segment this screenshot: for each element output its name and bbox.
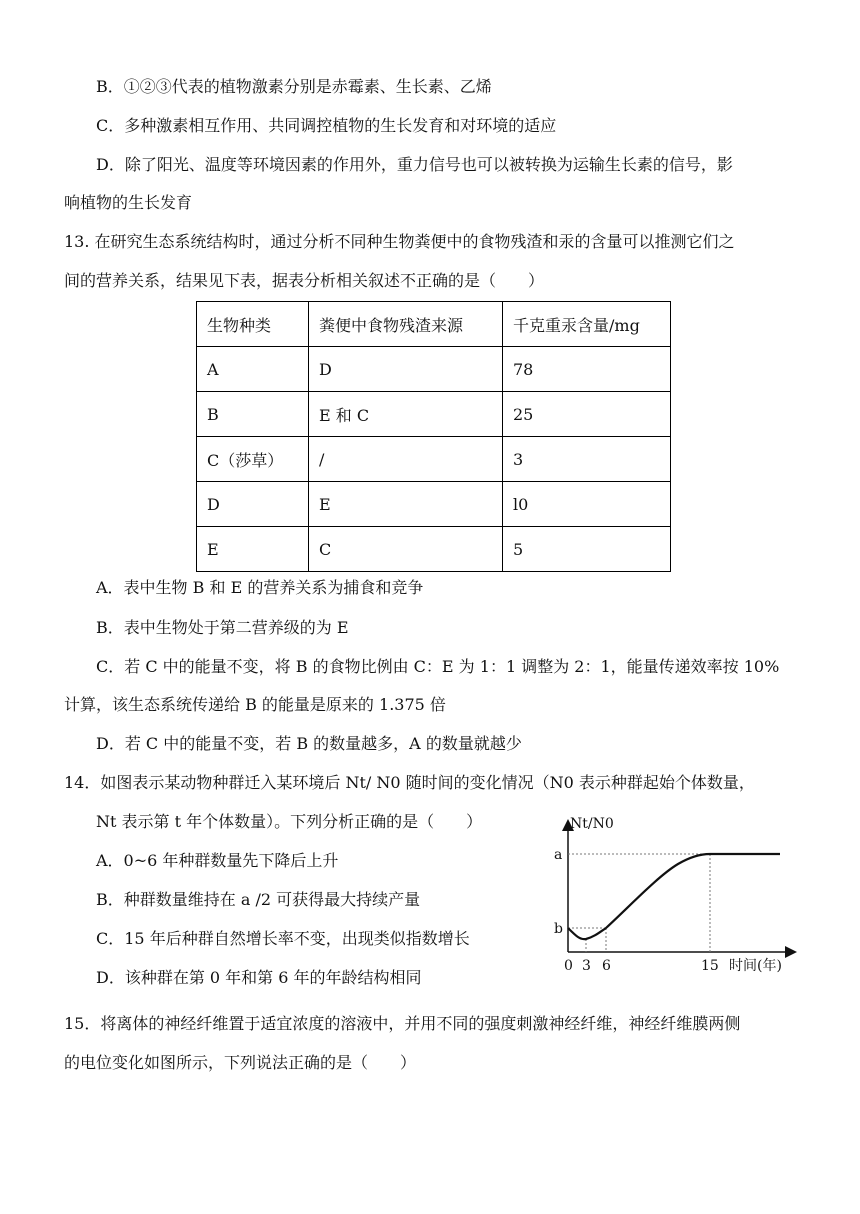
table-cell: D xyxy=(309,347,503,392)
table-cell: 25 xyxy=(503,392,671,437)
table-cell: 78 xyxy=(503,347,671,392)
table-cell: 5 xyxy=(503,527,671,572)
table-cell: B xyxy=(197,392,309,437)
x-tick-15: 15 xyxy=(701,958,719,974)
table-row xyxy=(197,437,671,482)
question-13-line1: 13. 在研究生态系统结构时，通过分析不同种生物粪便中的食物残渣和汞的含量可以推测它们之 xyxy=(64,232,735,251)
table-cell: / xyxy=(309,437,503,482)
option-c-q13-line2: 计算，该生态系统传递给 B 的能量是原来的 1.375 倍 xyxy=(64,695,446,714)
table-header-cell: 粪便中食物残渣来源 xyxy=(309,302,503,347)
table-cell: C（莎草） xyxy=(197,437,309,482)
option-d-q14: D．该种群在第 0 年和第 6 年的年龄结构相同 xyxy=(96,968,422,987)
table-cell: l0 xyxy=(503,482,671,527)
option-a-q13: A．表中生物 B 和 E 的营养关系为捕食和竞争 xyxy=(96,578,424,597)
population-graph xyxy=(548,812,800,982)
question-15-line1: 15．将离体的神经纤维置于适宜浓度的溶液中，并用不同的强度刺激神经纤维，神经纤维膜两侧 xyxy=(64,1014,741,1033)
option-c-q12: C．多种激素相互作用、共同调控植物的生长发育和对环境的适应 xyxy=(96,116,557,135)
table-header-cell: 生物种类 xyxy=(197,302,309,347)
population-curve xyxy=(568,854,780,939)
y-tick-b: b xyxy=(554,921,563,937)
option-b-q12: B．①②③代表的植物激素分别是赤霉素、生长素、乙烯 xyxy=(96,77,492,96)
table-row xyxy=(197,482,671,527)
x-axis-label: 时间(年) xyxy=(729,958,782,974)
x-tick-3: 3 xyxy=(582,958,591,974)
table-cell: E 和 C xyxy=(309,392,503,437)
table-cell: D xyxy=(197,482,309,527)
question-14-line2: Nt 表示第 t 年个体数量）。下列分析正确的是（ ） xyxy=(96,812,483,831)
table-header-cell: 千克重汞含量/mg xyxy=(503,302,671,347)
y-axis-label: Nt/N0 xyxy=(570,816,614,832)
option-d-q12-line1: D．除了阳光、温度等环境因素的作用外，重力信号也可以被转换为运输生长素的信号，影 xyxy=(96,155,733,174)
y-tick-a: a xyxy=(554,847,563,863)
option-c-q14: C．15 年后种群自然增长率不变，出现类似指数增长 xyxy=(96,929,470,948)
question-13-line2: 间的营养关系，结果见下表，据表分析相关叙述不正确的是（ ） xyxy=(64,271,545,290)
option-a-q14: A．0~6 年种群数量先下降后上升 xyxy=(96,851,339,870)
table-header-row xyxy=(197,302,671,347)
option-d-q12-line2: 响植物的生长发育 xyxy=(64,193,193,212)
table-row xyxy=(197,527,671,572)
x-tick-6: 6 xyxy=(602,958,611,974)
option-b-q14: B．种群数量维持在 a /2 可获得最大持续产量 xyxy=(96,890,421,909)
option-d-q13: D．若 C 中的能量不变，若 B 的数量越多，A 的数量就越少 xyxy=(96,734,522,753)
option-b-q13: B．表中生物处于第二营养级的为 E xyxy=(96,618,349,637)
table-cell: E xyxy=(197,527,309,572)
option-c-q13-line1: C．若 C 中的能量不变，将 B 的食物比例由 C：E 为 1：1 调整为 2：1，能量传递效率按 10% xyxy=(96,657,780,676)
table-cell: E xyxy=(309,482,503,527)
question-14-line1: 14．如图表示某动物种群迁入某环境后 Nt/ N0 随时间的变化情况（N0 表示种群起始个体数量， xyxy=(64,773,755,792)
question-15-line2: 的电位变化如图所示，下列说法正确的是（ ） xyxy=(64,1053,417,1072)
table-row xyxy=(197,347,671,392)
table-cell: A xyxy=(197,347,309,392)
x-tick-0: 0 xyxy=(564,958,573,974)
table-row xyxy=(197,392,671,437)
data-table xyxy=(196,301,671,572)
table-cell: 3 xyxy=(503,437,671,482)
table-cell: C xyxy=(309,527,503,572)
